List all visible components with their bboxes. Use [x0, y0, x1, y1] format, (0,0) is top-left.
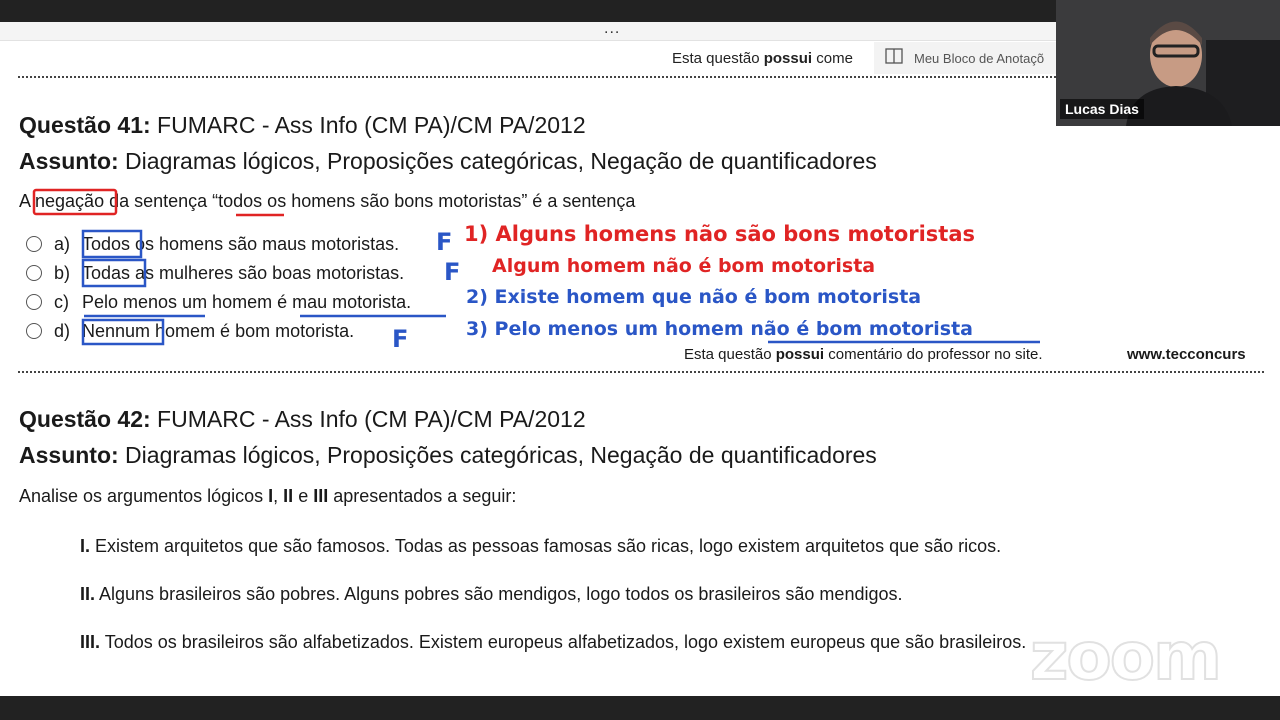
q42-intro: Analise os argumentos lógicos I, II e III apresentados a seguir:	[19, 486, 517, 506]
handwritten-line-3: 3) Pelo menos um homem não é bom motorista	[466, 318, 973, 340]
handwritten-line-2: 2) Existe homem que não é bom motorista	[466, 286, 922, 308]
notebook-button[interactable]	[874, 42, 1064, 74]
zoom-watermark: zoom	[1030, 618, 1220, 695]
bottom-bar	[0, 696, 1280, 720]
q41-stem: A negação da sentença “todos os homens são bons motoristas” é a sentença	[19, 191, 636, 211]
option-text: Todas as mulheres são boas motoristas.	[82, 262, 405, 283]
false-mark-b: F	[444, 258, 461, 286]
false-mark-d: F	[392, 325, 409, 353]
option-text: Pelo menos um homem é mau motorista.	[82, 291, 412, 312]
q42-title: Questão 42: FUMARC - Ass Info (CM PA)/CM PA/2012	[19, 406, 586, 432]
option-text: Todos os homens são maus motoristas.	[82, 233, 400, 254]
divider	[18, 371, 1264, 373]
q41-option-d[interactable]: d) Nennum homem é bom motorista.	[26, 319, 354, 343]
q41-option-b[interactable]: b) Todas as mulheres são boas motoristas.	[26, 261, 404, 285]
webcam-video	[1056, 0, 1280, 126]
radio-button[interactable]	[26, 265, 42, 281]
site-url: www.tecconcurs	[1127, 346, 1246, 363]
q41-comment-note: Esta questão possui comentário do professor no site.	[684, 346, 1043, 363]
q41-title: Questão 41: FUMARC - Ass Info (CM PA)/CM PA/2012	[19, 112, 586, 138]
notebook-label: Meu Bloco de Anotaçõ	[914, 50, 1045, 66]
q42-argument-1: I. Existem arquitetos que são famosos. Todas as pessoas famosas são ricas, logo existem arquitetos que são ricos.	[80, 536, 1002, 556]
q41-option-a[interactable]: a) Todos os homens são maus motoristas.	[26, 232, 399, 256]
q41-option-c[interactable]: c) Pelo menos um homem é mau motorista.	[26, 290, 411, 314]
q42-argument-3: III. Todos os brasileiros são alfabetizados. Existem europeus alfabetizados, logo existem europeus que são brasileiros.	[80, 632, 1027, 652]
q42-argument-2: II. Alguns brasileiros são pobres. Alguns pobres são mendigos, logo todos os brasileiros são mendigos.	[80, 584, 903, 604]
more-options-button[interactable]: ...	[604, 20, 621, 37]
q42-subject: Assunto: Diagramas lógicos, Proposições categóricas, Negação de quantificadores	[19, 442, 877, 468]
participant-name: Lucas Dias	[1060, 99, 1144, 119]
q41-subject: Assunto: Diagramas lógicos, Proposições categóricas, Negação de quantificadores	[19, 148, 877, 174]
handwritten-line-1: 1) Alguns homens não são bons motoristas	[464, 222, 976, 246]
false-mark-a: F	[436, 228, 453, 256]
option-text: Nennum homem é bom motorista.	[82, 320, 355, 341]
handwritten-line-1b: Algum homem não é bom motorista	[492, 255, 876, 277]
radio-button[interactable]	[26, 236, 42, 252]
radio-button[interactable]	[26, 323, 42, 339]
header-comment-note: Esta questão possui come	[672, 50, 853, 67]
notebook-icon	[884, 47, 904, 70]
radio-button[interactable]	[26, 294, 42, 310]
